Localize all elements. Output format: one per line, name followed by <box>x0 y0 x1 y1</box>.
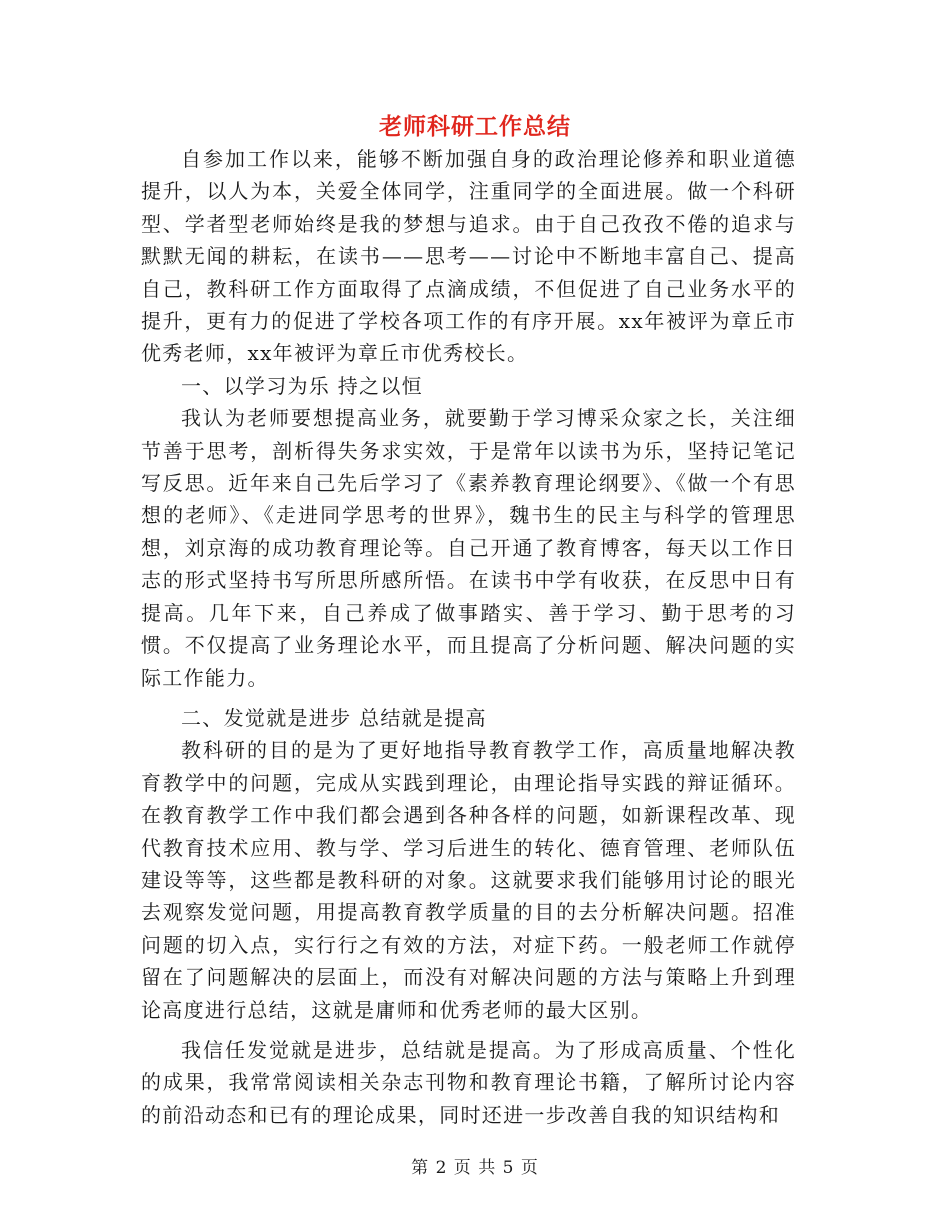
paragraph-intro: 自参加工作以来，能够不断加强自身的政治理论修养和职业道德提升，以人为本，关爱全体同学，注重同学的全面进展。做一个科研型、学者型老师始终是我的梦想与追求。由于自己孜孜不倦的追求与默默无闻的耕耘，在读书——思考——讨论中不断地丰富自己、提高自己，教科研工作方面取得了点滴成绩，不但促进了自己业务水平的提升，更有力的促进了学校各项工作的有序开展。xx年被评为章丘市优秀老师，xx年被评为章丘市优秀校长。 <box>141 147 796 366</box>
paragraph-section-2-continued: 我信任发觉就是进步，总结就是提高。为了形成高质量、个性化的成果，我常常阅读相关杂志刊物和教育理论书籍，了解所讨论内容的前沿动态和已有的理论成果，同时还进一步改善自我的知识结构和 <box>141 1037 796 1127</box>
document-body <box>141 143 796 1131</box>
section-heading-2: 二、发觉就是进步 总结就是提高 <box>181 705 487 730</box>
page-number-footer: 第 2 页 共 5 页 <box>411 1158 539 1178</box>
paragraph-section-2: 教科研的目的是为了更好地指导教育教学工作，高质量地解决教育教学中的问题，完成从实践到理论，由理论指导实践的辩证循环。在教育教学工作中我们都会遇到各种各样的问题，如新课程改革、现代教育技术应用、教与学、学习后进生的转化、德育管理、老师队伍建设等等，这些都是教科研的对象。这就要求我们能够用讨论的眼光去观察发觉问题，用提高教育教学质量的目的去分析解决问题。招准问题的切入点，实行行之有效的方法，对症下药。一般老师工作就停留在了问题解决的层面上，而没有对解决问题的方法与策略上升到理论高度进行总结，这就是庸师和优秀老师的最大区别。 <box>141 738 796 1022</box>
section-heading-1: 一、以学习为乐 持之以恒 <box>181 373 423 398</box>
paragraph-section-1: 我认为老师要想提高业务，就要勤于学习博采众家之长，关注细节善于思考，剖析得失务求实效，于是常年以读书为乐，坚持记笔记写反思。近年来自己先后学习了《素养教育理论纲要》、《做一个有思想的老师》、《走进同学思考的世界》，魏书生的民主与科学的管理思想，刘京海的成功教育理论等。自己开通了教育博客，每天以工作日志的形式坚持书写所思所感所悟。在读书中学有收获，在反思中日有提高。几年下来，自己养成了做事踏实、善于学习、勤于思考的习惯。不仅提高了业务理论水平，而且提高了分析问题、解决问题的实际工作能力。 <box>141 406 796 690</box>
document-title: 老师科研工作总结 <box>379 114 571 140</box>
